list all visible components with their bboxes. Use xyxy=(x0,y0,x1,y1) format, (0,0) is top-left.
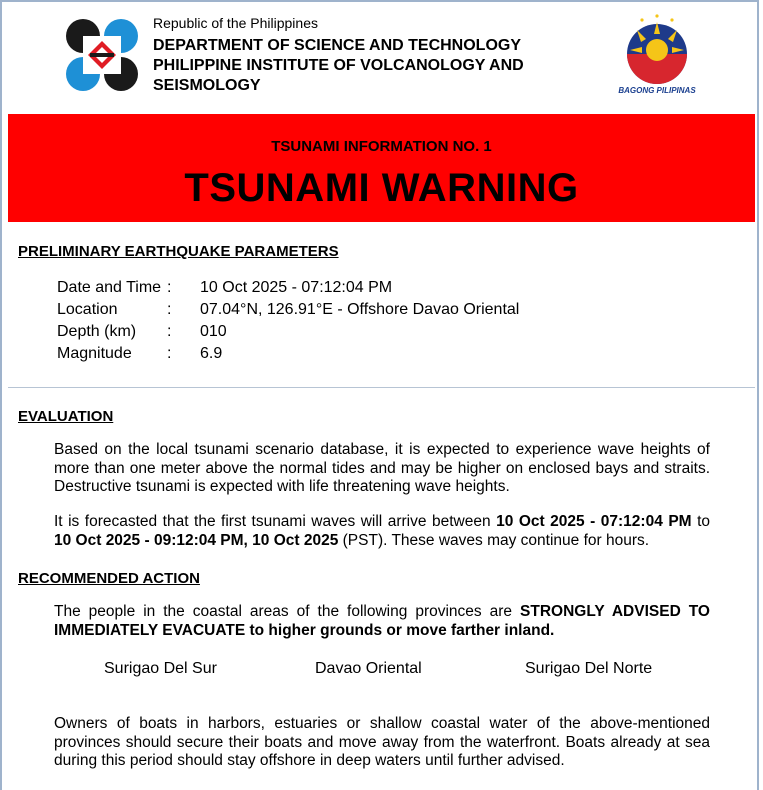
param-label: Location xyxy=(57,301,118,318)
evacuation-advisory: STRONGLY ADVISED TO IMMEDIATELY EVACUATE to higher grounds or move farther inland. xyxy=(54,603,710,639)
param-colon: : xyxy=(167,279,172,296)
param-label: Date and Time xyxy=(57,279,162,296)
param-value: 07.04°N, 126.91°E - Offshore Davao Oriental xyxy=(200,301,520,318)
param-row-location xyxy=(57,299,519,321)
param-row-depth xyxy=(57,321,227,343)
bagong-pilipinas-label: BAGONG PILIPINAS xyxy=(618,86,696,95)
parameters-heading: PRELIMINARY EARTHQUAKE PARAMETERS xyxy=(18,243,339,260)
section-divider xyxy=(8,387,755,388)
param-row-magnitude xyxy=(57,343,222,365)
province-item: Surigao Del Sur xyxy=(104,660,217,677)
department-name: DEPARTMENT OF SCIENCE AND TECHNOLOGY xyxy=(153,37,522,54)
eta-end: 10 Oct 2025 - 09:12:04 PM, 10 Oct 2025 xyxy=(54,531,339,549)
institute-name-line2: SEISMOLOGY xyxy=(153,77,261,94)
evaluation-paragraph-1: Based on the local tsunami scenario database, it is expected to experience wave heights of more than one meter above the normal tides and may be higher on enclosed bays and straits. Destructive tsunami is expected with life threatening wave heights. xyxy=(54,441,710,495)
evaluation-paragraph-2 xyxy=(54,513,710,550)
eta-text: It is forecasted that the first tsunami waves will arrive between xyxy=(54,513,497,530)
province-item: Davao Oriental xyxy=(315,660,422,677)
advisory-text: The people in the coastal areas of the following provinces are xyxy=(54,603,521,620)
eta-start: 10 Oct 2025 - 07:12:04 PM xyxy=(496,513,692,530)
param-row-datetime xyxy=(57,277,392,299)
document-header xyxy=(0,0,763,113)
institute-name-line1: PHILIPPINE INSTITUTE OF VOLCANOLOGY AND xyxy=(153,57,524,74)
recommended-paragraph-1 xyxy=(54,603,710,640)
param-value: 010 xyxy=(200,323,227,340)
eta-connector: to xyxy=(691,513,710,530)
eta-tail: (PST). These waves may continue for hours. xyxy=(338,531,650,549)
header-text xyxy=(153,15,524,96)
param-label: Depth (km) xyxy=(57,323,137,340)
param-colon: : xyxy=(167,301,172,318)
dost-logo xyxy=(64,17,140,93)
republic-label: Republic of the Philippines xyxy=(153,15,318,31)
param-value: 6.9 xyxy=(200,345,223,362)
tsunami-warning-title: TSUNAMI WARNING xyxy=(184,166,579,210)
param-colon: : xyxy=(167,323,172,340)
tsunami-info-number: TSUNAMI INFORMATION NO. 1 xyxy=(271,138,492,155)
recommended-paragraph-2: Owners of boats in harbors, estuaries or shallow coastal water of the above-mentioned provinces should secure their boats and move away from the waterfront. Boats already at sea during this period should stay offshore in deep waters until further advised. xyxy=(54,715,710,769)
warning-banner xyxy=(8,114,755,222)
province-item: Surigao Del Norte xyxy=(525,660,653,677)
param-colon: : xyxy=(167,345,172,362)
param-value: 10 Oct 2025 - 07:12:04 PM xyxy=(200,279,393,296)
recommended-heading: RECOMMENDED ACTION xyxy=(18,570,200,587)
evaluation-heading: EVALUATION xyxy=(18,408,114,425)
param-label: Magnitude xyxy=(57,345,132,362)
